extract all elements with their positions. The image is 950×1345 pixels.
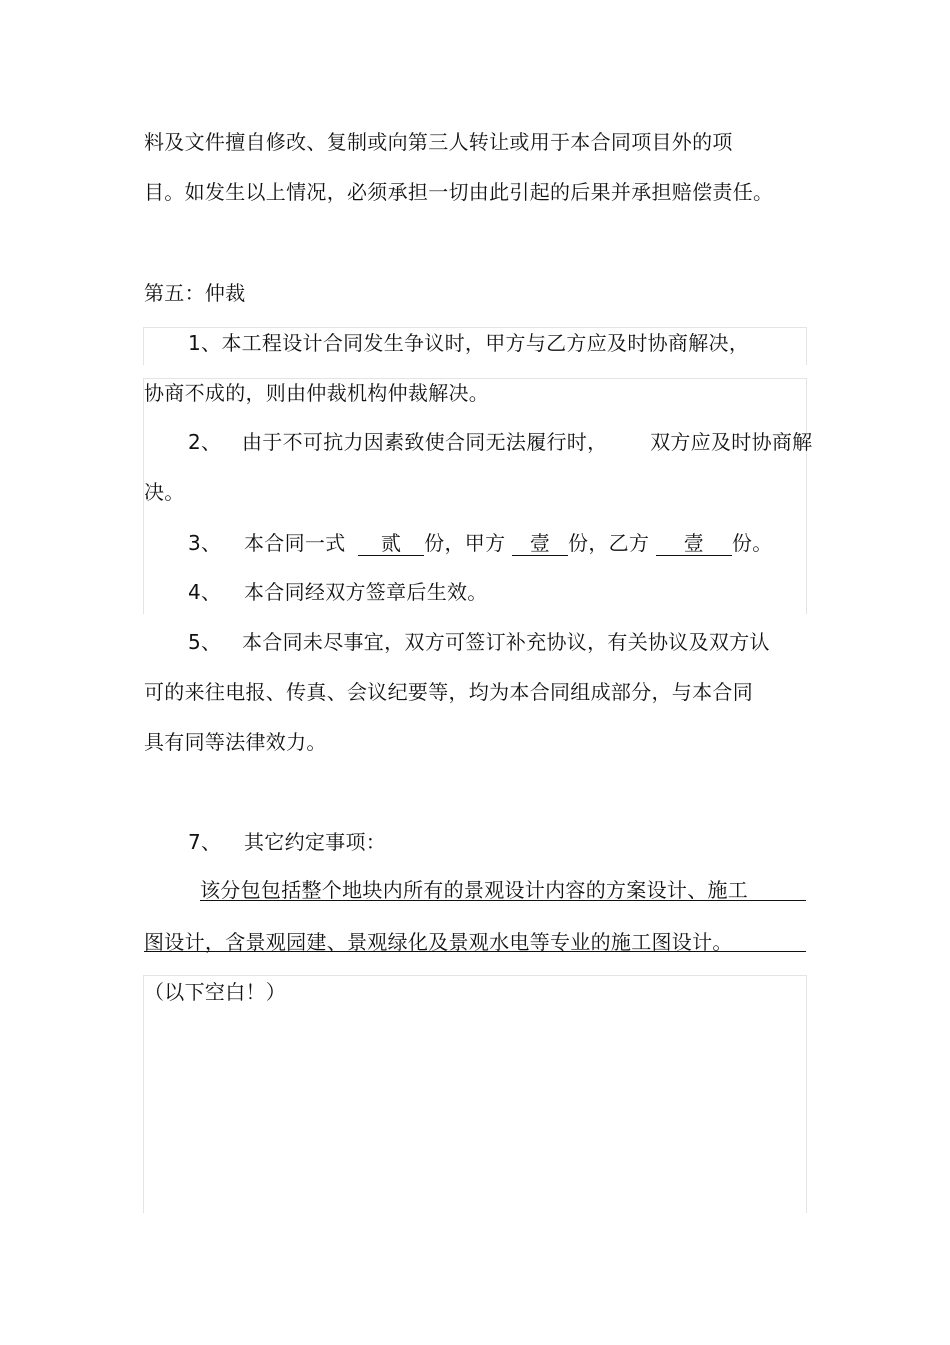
table-rule xyxy=(806,975,807,1213)
blank-note: （以下空白！） xyxy=(144,980,287,1004)
table-rule xyxy=(806,378,807,614)
clause-number: 2、 xyxy=(188,430,222,454)
paragraph-line: 料及文件擅自修改、复制或向第三人转让或用于本合同项目外的项 xyxy=(144,130,733,154)
clause-7-heading xyxy=(188,828,386,856)
copies-total-blank: 贰 xyxy=(358,531,424,556)
clause-text: 本合同经双方签章后生效。 xyxy=(244,580,488,604)
copies-party-b-blank: 壹 xyxy=(656,531,732,556)
table-rule xyxy=(806,327,807,365)
clause-4-line xyxy=(188,578,488,606)
clause-5-line xyxy=(188,628,770,656)
agreement-line: 该分包包括整个地块内所有的景观设计内容的方案设计、施工 xyxy=(200,878,749,902)
clause-1-line: 1、本工程设计合同发生争议时，甲方与乙方应及时协商解决， xyxy=(188,331,750,355)
table-rule xyxy=(143,975,144,1213)
clause-2-line xyxy=(188,428,812,456)
clause-text: 本合同未尽事宜，双方可签订补充协议，有关协议及双方认 xyxy=(242,630,770,654)
table-rule xyxy=(143,327,144,365)
table-rule xyxy=(143,975,807,976)
copies-party-a-blank: 壹 xyxy=(512,531,568,556)
agreement-underline xyxy=(200,900,806,901)
clause-5-line: 具有同等法律效力。 xyxy=(144,730,327,754)
clause-text: 份，乙方 xyxy=(568,531,650,555)
clause-text: 份，甲方 xyxy=(424,531,506,555)
clause-text: 由于不可抗力因素致使合同无法履行时， xyxy=(242,430,608,454)
paragraph-line: 目。如发生以上情况，必须承担一切由此引起的后果并承担赔偿责任。 xyxy=(144,180,774,204)
clause-number: 4、 xyxy=(188,580,222,604)
table-rule xyxy=(143,327,807,328)
clause-text: 其它约定事项： xyxy=(244,830,387,854)
clause-number: 5、 xyxy=(188,630,222,654)
agreement-line: 图设计，含景观园建、景观绿化及景观水电等专业的施工图设计。 xyxy=(144,930,733,954)
agreement-underline xyxy=(144,951,806,952)
clause-2-line: 决。 xyxy=(144,480,185,504)
clause-1-line: 协商不成的，则由仲裁机构仲裁解决。 xyxy=(144,381,490,405)
clause-text: 本合同一式 xyxy=(244,531,346,555)
clause-text: 双方应及时协商解 xyxy=(650,430,813,454)
clause-3-line xyxy=(188,529,773,557)
clause-number: 7、 xyxy=(188,830,222,854)
clause-number: 3、 xyxy=(188,531,222,555)
clause-5-line: 可的来往电报、传真、会议纪要等，均为本合同组成部分，与本合同 xyxy=(144,680,753,704)
clause-text: 份。 xyxy=(731,531,773,555)
section-heading: 第五：仲裁 xyxy=(144,281,246,305)
